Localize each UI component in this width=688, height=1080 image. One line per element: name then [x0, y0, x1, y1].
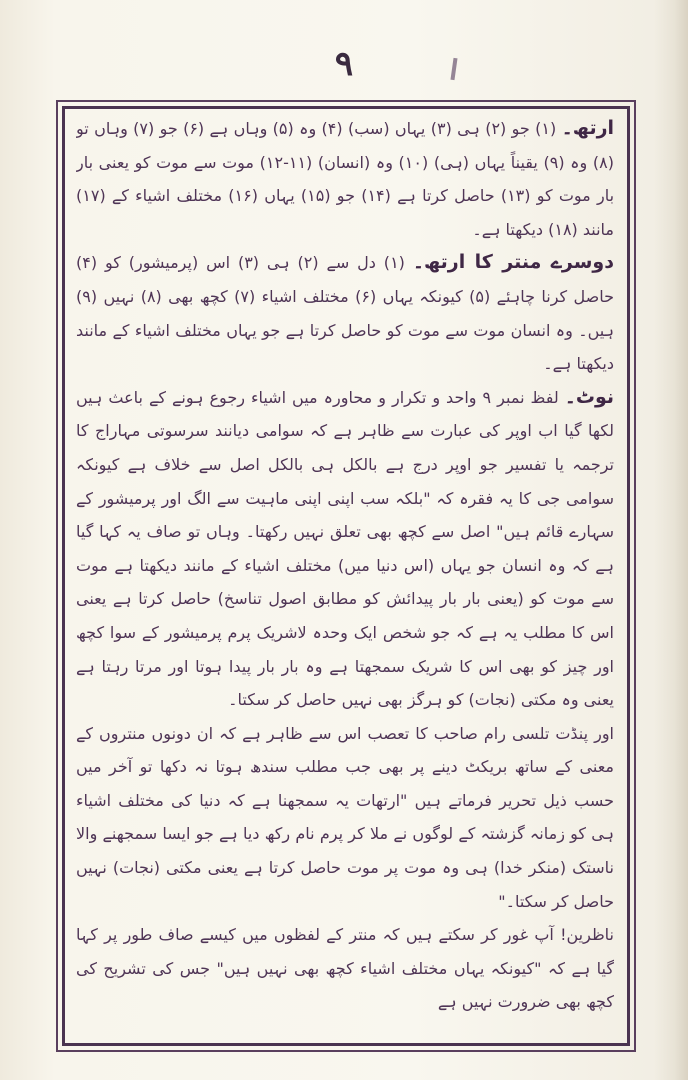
heading-meaning-first: ارتھ۔: [561, 117, 614, 139]
paragraph-body: (۱) جو (۲) ہی (۳) یہاں (سب) (۴) وہ (۵) وہاں ہے (۶) جو (۷) وہاں تو (۸) وہ (۹) یقیناً یہاں (ہی) (۱۰) وہ (انسان) (۱۱-۱۲) موت سے موت کو یعنی بار بار موت کو (۱۳) حاصل کرتا ہے (۱۴) جو (۱۵) یہاں (۱۶) مختلف اشیاء کے (۱۷) مانند (۱۸) دیکھتا ہے۔: [76, 119, 614, 239]
paragraph-readers: [76, 918, 614, 1019]
page-edge-shadow: [654, 0, 688, 1080]
paragraph-body: ناظرین! آپ غور کر سکتے ہیں کہ منتر کے لفظوں میں کیسے صاف طور پر کہا گیا ہے کہ "کیونکہ یہاں مختلف اشیاء کچھ بھی نہیں ہیں" جس کی تشریح کی کچھ بھی ضرورت نہیں ہے: [76, 925, 614, 1012]
heading-note: نوٹ۔: [564, 385, 614, 408]
paragraph-body: لفظ نمبر ۹ واحد و تکرار و محاورہ میں اشیاء رجوع ہونے کے باعث ہیں لکھا گیا اب اوپر کی عبارت سے ظاہر ہے کہ سوامی دیانند سرسوتی مہاراج کا ترجمہ یا تفسیر جو اوپر درج ہے بالکل ہی بالکل اصل سے خلاف ہے کیونکہ سوامی جی کا یہ فقرہ کہ "بلکہ سب اپنی اپنی ماہیت سے الگ اور پرمیشور کے سہارے قائم ہیں" اصل سے کچھ بھی تعلق نہیں رکھتا۔ وہاں تو صاف یہ کہا گیا ہے کہ وہ انسان جو یہاں (اس دنیا میں) مختلف اشیاء کے مانند دیکھتا ہے موت سے موت کو (یعنی بار بار پیدائش کو مطابق اصول تناسخ) حاصل کرتا ہے یعنی اس کا مطلب یہ ہے کہ جو شخص ایک وحدہ لاشریک پرم پرمیشور کے سوا کچھ اور چیز کو بھی اس کا شریک سمجھتا ہے وہ بار بار پیدا ہوتا اور مرتا رہتا ہے یعنی وہ مکتی (نجات) کو ہرگز بھی نہیں حاصل کر سکتا۔: [76, 387, 614, 710]
urdu-text-body: [76, 112, 614, 1040]
paragraph-body: (۱) دل سے (۲) ہی (۳) اس (پرمیشور) کو (۴) حاصل کرنا چاہئے (۵) کیونکہ یہاں (۶) مختلف اشیاء (۷) کچھ بھی (۸) نہیں (۹) ہیں۔ وہ انسان موت سے موت کو حاصل کرتا ہے جو یہاں مختلف اشیاء کے مانند دیکھتا ہے۔: [76, 253, 614, 374]
heading-meaning-second: دوسرے منتر کا ارتھ۔: [412, 251, 614, 274]
paragraph-body: اور پنڈت تلسی رام صاحب کا تعصب اس سے ظاہر ہے کہ ان دونوں منتروں کے معنی کے ساتھ بریکٹ دینے پر بھی جب مطلب سندھ ہوتا نہ دکھا تو آخر میں حسب ذیل تحریر فرماتے ہیں "ارتھات یہ سمجھنا ہے کہ دنیا کی مختلف اشیاء ہی کو زمانہ گزشتہ کے لوگوں نے ملا کر پرم نام رکھ دیا ہے جو ایسا سمجھنے والا ناستک (منکر خدا) ہی وہ موت پر موت حاصل کرتا ہے یعنی مکتی (نجات) نہیں حاصل کر سکتا۔": [76, 723, 614, 911]
paragraph-meaning-second: [76, 246, 614, 380]
paragraph-tulsi-ram: [76, 717, 614, 919]
paragraph-meaning-first: [76, 112, 614, 246]
page-number: ۹: [334, 44, 354, 84]
paragraph-note: [76, 381, 614, 717]
